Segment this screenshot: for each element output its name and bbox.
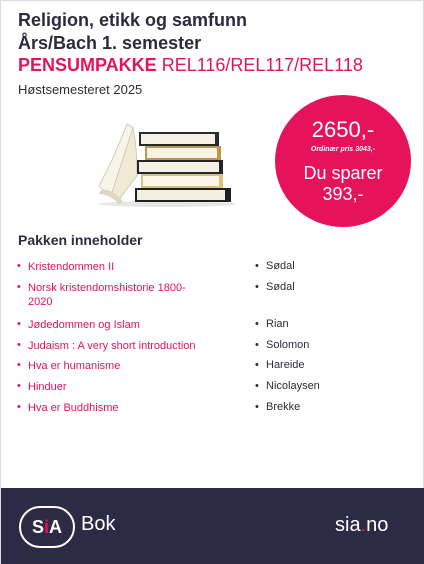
book-author: Sødal — [266, 281, 295, 293]
book-author: Hareide — [266, 359, 305, 371]
savings-amount: 393,- — [322, 184, 364, 204]
page-subtitle: Års/Bach 1. semester — [18, 33, 202, 53]
semester-text: Høstsemesteret 2025 — [18, 82, 143, 97]
footer-bar — [1, 488, 424, 564]
package-heading — [18, 55, 363, 76]
book-author: Brekke — [266, 401, 301, 413]
ordinary-price: Ordinær pris 3043,- — [310, 146, 376, 153]
price-value: 2650,- — [311, 117, 375, 142]
book-author: Solomon — [266, 339, 310, 351]
sia-logo-text: SiA — [31, 517, 63, 537]
book-title: Hinduer — [28, 381, 67, 393]
bullet: • — [255, 281, 259, 293]
book-author: Nicolaysen — [266, 380, 320, 392]
course-codes: REL116/REL117/REL118 — [161, 55, 363, 75]
contents-heading: Pakken inneholder — [18, 232, 143, 248]
bullet: • — [255, 260, 259, 272]
book-title: Judaism : A very short introduction — [28, 340, 196, 352]
bullet: • — [17, 380, 21, 392]
bullet: • — [17, 359, 21, 371]
bullet: • — [255, 401, 259, 413]
bullet: • — [255, 380, 259, 392]
website-link[interactable]: sia.no — [335, 514, 389, 536]
bullet: • — [255, 359, 259, 371]
bullet: • — [255, 339, 259, 351]
book-title: Hva er humanisme — [28, 360, 121, 372]
bullet: • — [255, 318, 259, 330]
bullet: • — [17, 339, 21, 351]
brand-name: Bok — [81, 513, 116, 535]
page-title: Religion, etikk og samfunn — [18, 10, 248, 30]
sia-logo[interactable] — [19, 506, 75, 548]
book-title: Norsk kristendomshistorie 1800-2020 — [28, 282, 186, 308]
bullet: • — [17, 260, 21, 272]
book-title: Kristendommen II — [28, 261, 115, 273]
price-badge — [275, 95, 411, 227]
package-label: PENSUMPAKKE — [18, 55, 157, 75]
books-image — [97, 116, 237, 208]
savings-label: Du sparer — [303, 163, 383, 183]
book-author: Sødal — [266, 260, 295, 272]
bullet: • — [17, 318, 21, 330]
bullet: • — [17, 401, 21, 413]
book-title: Hva er Buddhisme — [28, 402, 119, 414]
book-author: Rian — [266, 318, 289, 330]
book-title: Jødedommen og Islam — [28, 319, 140, 331]
bullet: • — [17, 281, 21, 293]
